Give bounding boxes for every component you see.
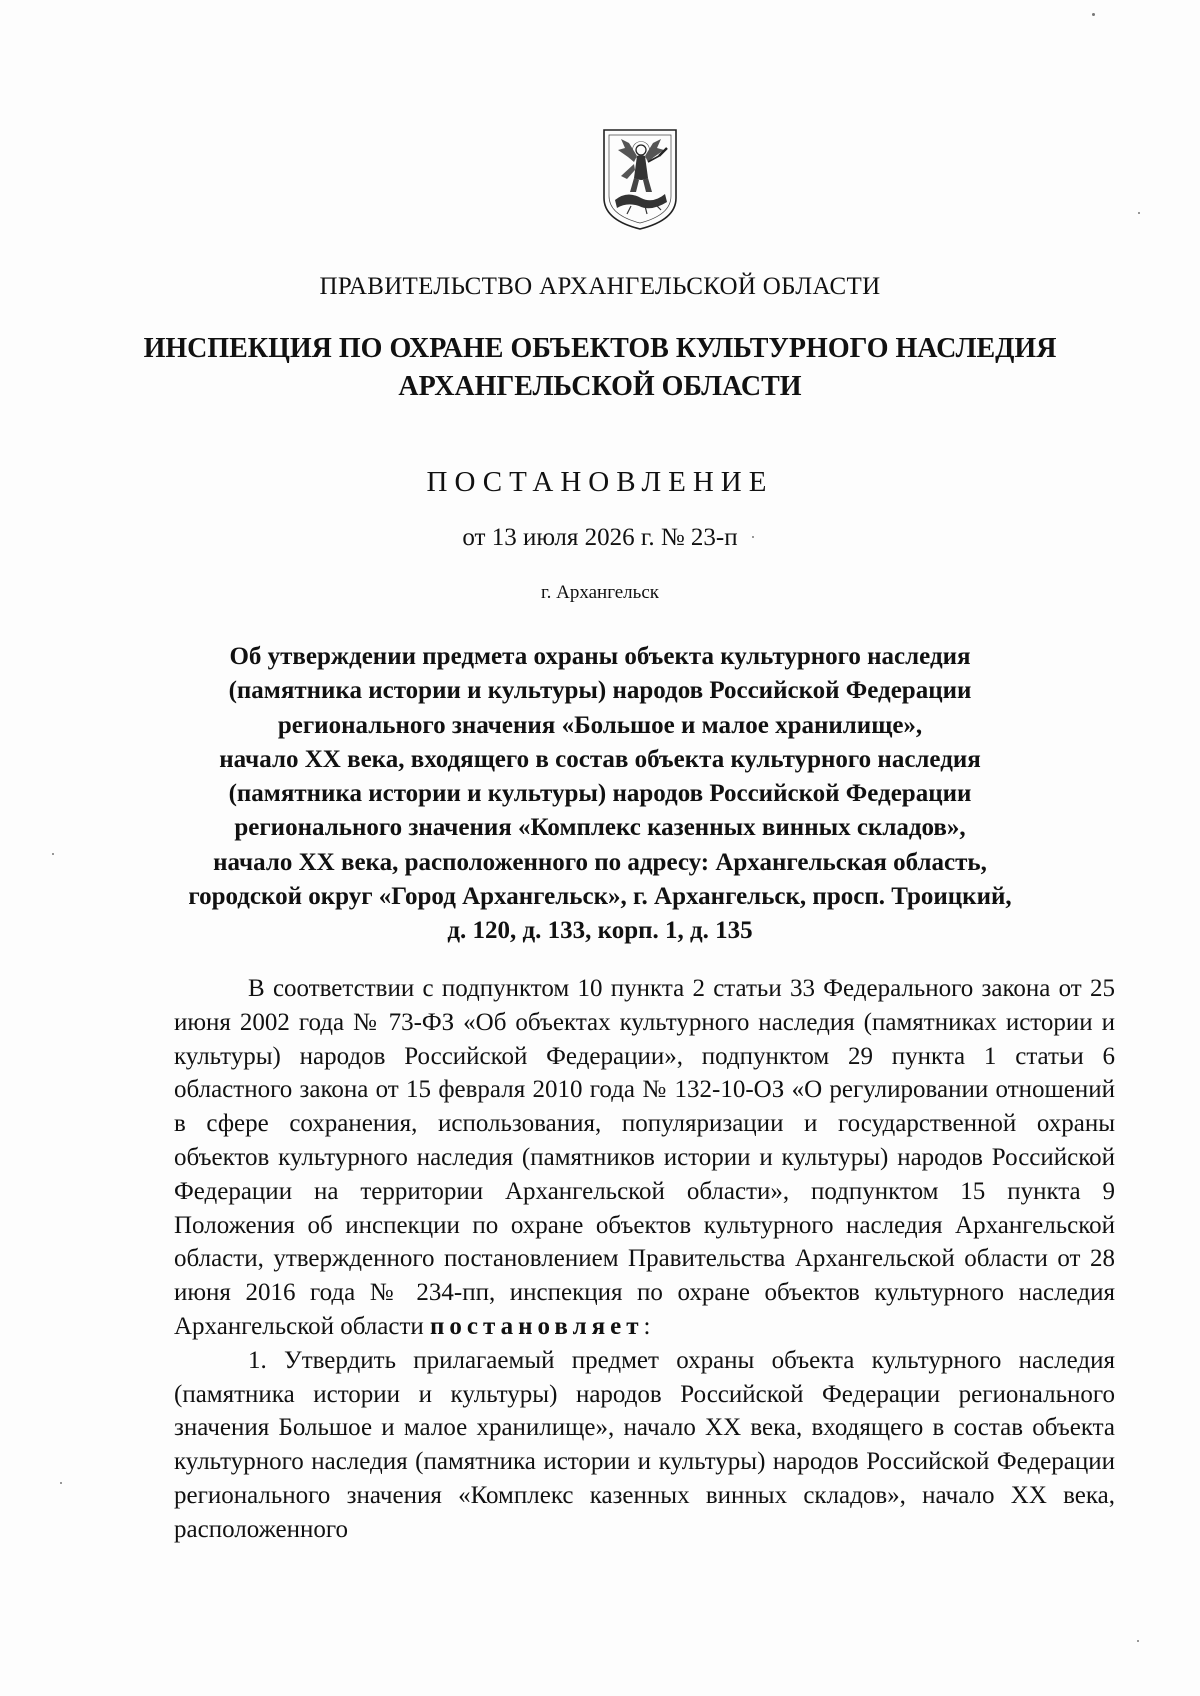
subject-line: регионального значения «Комплекс казенных винных складов», xyxy=(234,814,966,842)
subject-line: регионального значения «Большое и малое хранилище», xyxy=(277,711,923,739)
scan-speck xyxy=(1092,13,1095,16)
inspection-name-line2: АРХАНГЕЛЬСКОЙ ОБЛАСТИ xyxy=(398,371,802,402)
document-subject xyxy=(0,640,1200,949)
subject-line: начало XX века, входящего в состав объекта культурного наследия xyxy=(219,745,981,773)
subject-line: городской округ «Город Архангельск», г. Архангельск, просп. Троицкий, xyxy=(188,883,1012,911)
clause-1-text: 1. Утвердить прилагаемый предмет охраны объекта культурного наследия (памятника истории и культуры) народов Российской Федерации регионального значения Большое и малое хранилище», начало XX века, входящего в состав объекта культурного наследия (памятника истории и культуры) народов Российской Федерации регионального значения «Комплекс казенных винных складов», начало XX века, расположенного xyxy=(174,1346,1115,1543)
clause-1-paragraph xyxy=(174,1344,1115,1547)
scan-speck xyxy=(1138,212,1140,214)
date-number: от 13 июля 2026 г. № 23-п xyxy=(462,524,738,551)
scan-speck xyxy=(60,1482,62,1484)
government-name: ПРАВИТЕЛЬСТВО АРХАНГЕЛЬСКОЙ ОБЛАСТИ xyxy=(319,273,881,300)
subject-line: д. 120, д. 133, корп. 1, д. 135 xyxy=(447,917,753,945)
decree-colon: : xyxy=(643,1312,651,1340)
coat-of-arms-emblem xyxy=(601,126,679,232)
city-name: г. Архангельск xyxy=(540,582,659,603)
inspection-name xyxy=(0,330,1200,406)
document-body xyxy=(174,972,1115,1547)
decree-word: постановляет xyxy=(430,1312,644,1340)
document-type: ПОСТАНОВЛЕНИЕ xyxy=(426,466,774,498)
inspection-name-line1: ИНСПЕКЦИЯ ПО ОХРАНЕ ОБЪЕКТОВ КУЛЬТУРНОГО НАСЛЕДИЯ xyxy=(143,333,1057,364)
scan-speck xyxy=(752,536,754,538)
subject-line: (памятника истории и культуры) народов Российской Федерации xyxy=(228,780,972,808)
preamble-text: В соответствии с подпунктом 10 пункта 2 статьи 33 Федерального закона от 25 июня 2002 года № 73-ФЗ «Об объектах культурного наследия (памятниках истории и культуры) народов Российской Федерации», подпунктом 29 пункта 1 статьи 6 областного закона от 15 февраля 2010 года № 132-10-ОЗ «О регулировании отношений в сфере сохранения, использования, популяризации и государственной охраны объектов культурного наследия (памятников истории и культуры) народов Российской Федерации на территории Архангельской области», подпунктом 15 пункта 9 Положения об инспекции по охране объектов культурного наследия Архангельской области, утвержденного постановлением Правительства Архангельской области от 28 июня 2016 года № 234-пп, инспекция по охране объектов культурного наследия Архангельской области xyxy=(174,975,1115,1340)
scan-speck xyxy=(52,853,54,855)
preamble-paragraph xyxy=(174,972,1115,1344)
subject-line: начало XX века, расположенного по адресу: Архангельская область, xyxy=(213,848,987,876)
subject-line: Об утверждении предмета охраны объекта культурного наследия xyxy=(229,643,971,670)
subject-line: (памятника истории и культуры) народов Российской Федерации xyxy=(228,677,972,705)
scan-speck xyxy=(1137,1640,1139,1642)
